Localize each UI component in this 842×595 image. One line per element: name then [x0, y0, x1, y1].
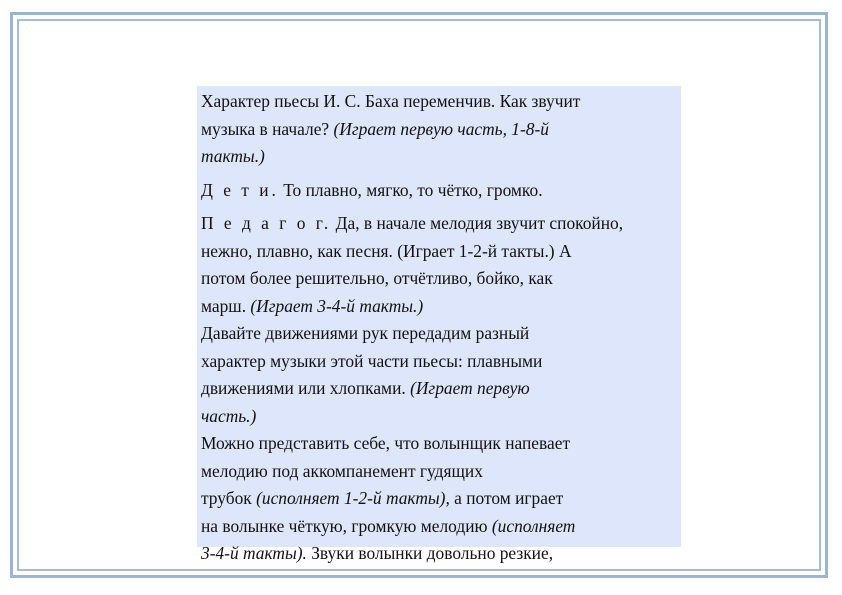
text-line: [201, 210, 677, 238]
text-run: нежно, плавно, как песня. (Играет 1-2-й такты.) А: [201, 240, 572, 261]
text-run: Давайте движениями рук передадим разный: [201, 323, 530, 343]
italic-text: часть.): [201, 405, 257, 426]
text-line: [201, 403, 677, 431]
italic-text: (исполняет: [491, 515, 576, 536]
text-run: То плавно, мягко, то чётко, громко.: [278, 179, 543, 200]
italic-text: (Играет первую часть, 1-8-й: [333, 118, 549, 139]
text-run: Можно представить себе, что волынщик напевает: [201, 433, 571, 453]
text-line: [201, 320, 677, 348]
italic-text: (Играет первую: [410, 378, 530, 398]
text-run: потом более решительно, отчётливо, бойко, как: [201, 268, 553, 288]
text-line: [201, 177, 677, 205]
text-line: [201, 238, 677, 266]
text-line: [201, 143, 677, 171]
text-line: [201, 348, 677, 376]
italic-text: (исполняет 1-2-й такты),: [256, 488, 450, 508]
text-run: Да, в начале мелодия звучит спокойно,: [331, 213, 624, 233]
text-run: а потом играет: [449, 488, 564, 508]
italic-text: такты.): [201, 146, 265, 166]
italic-text: 3-4-й такты).: [201, 543, 307, 563]
text-run: Характер пьесы И. С. Баха переменчив. Как звучит: [201, 91, 581, 111]
text-line: [201, 375, 677, 403]
text-line: [201, 88, 677, 116]
text-line: [201, 430, 677, 458]
text-run: марш.: [201, 295, 251, 316]
speaker-name: Д е т и.: [201, 179, 279, 200]
text-line: [201, 540, 677, 568]
text-block: [197, 86, 681, 563]
text-run: мелодию под аккомпанемент гудящих: [201, 460, 483, 481]
text-line: [201, 485, 677, 513]
text-run: трубок: [201, 488, 257, 508]
text-line: [201, 513, 677, 541]
text-run: на волынке чёткую, громкую мелодию: [201, 515, 492, 536]
text-run: музыка в начале?: [201, 118, 334, 139]
speaker-name: П е д а г о г.: [201, 213, 332, 233]
text-run: Звуки волынки довольно резкие,: [306, 543, 554, 563]
text-line: [201, 458, 677, 486]
text-run: движениями или хлопками.: [201, 378, 411, 398]
italic-text: (Играет 3-4-й такты.): [250, 295, 424, 316]
text-run: характер музыки этой части пьесы: плавными: [201, 350, 543, 371]
text-line: [201, 265, 677, 293]
text-line: [201, 293, 677, 321]
text-line: [201, 116, 677, 144]
